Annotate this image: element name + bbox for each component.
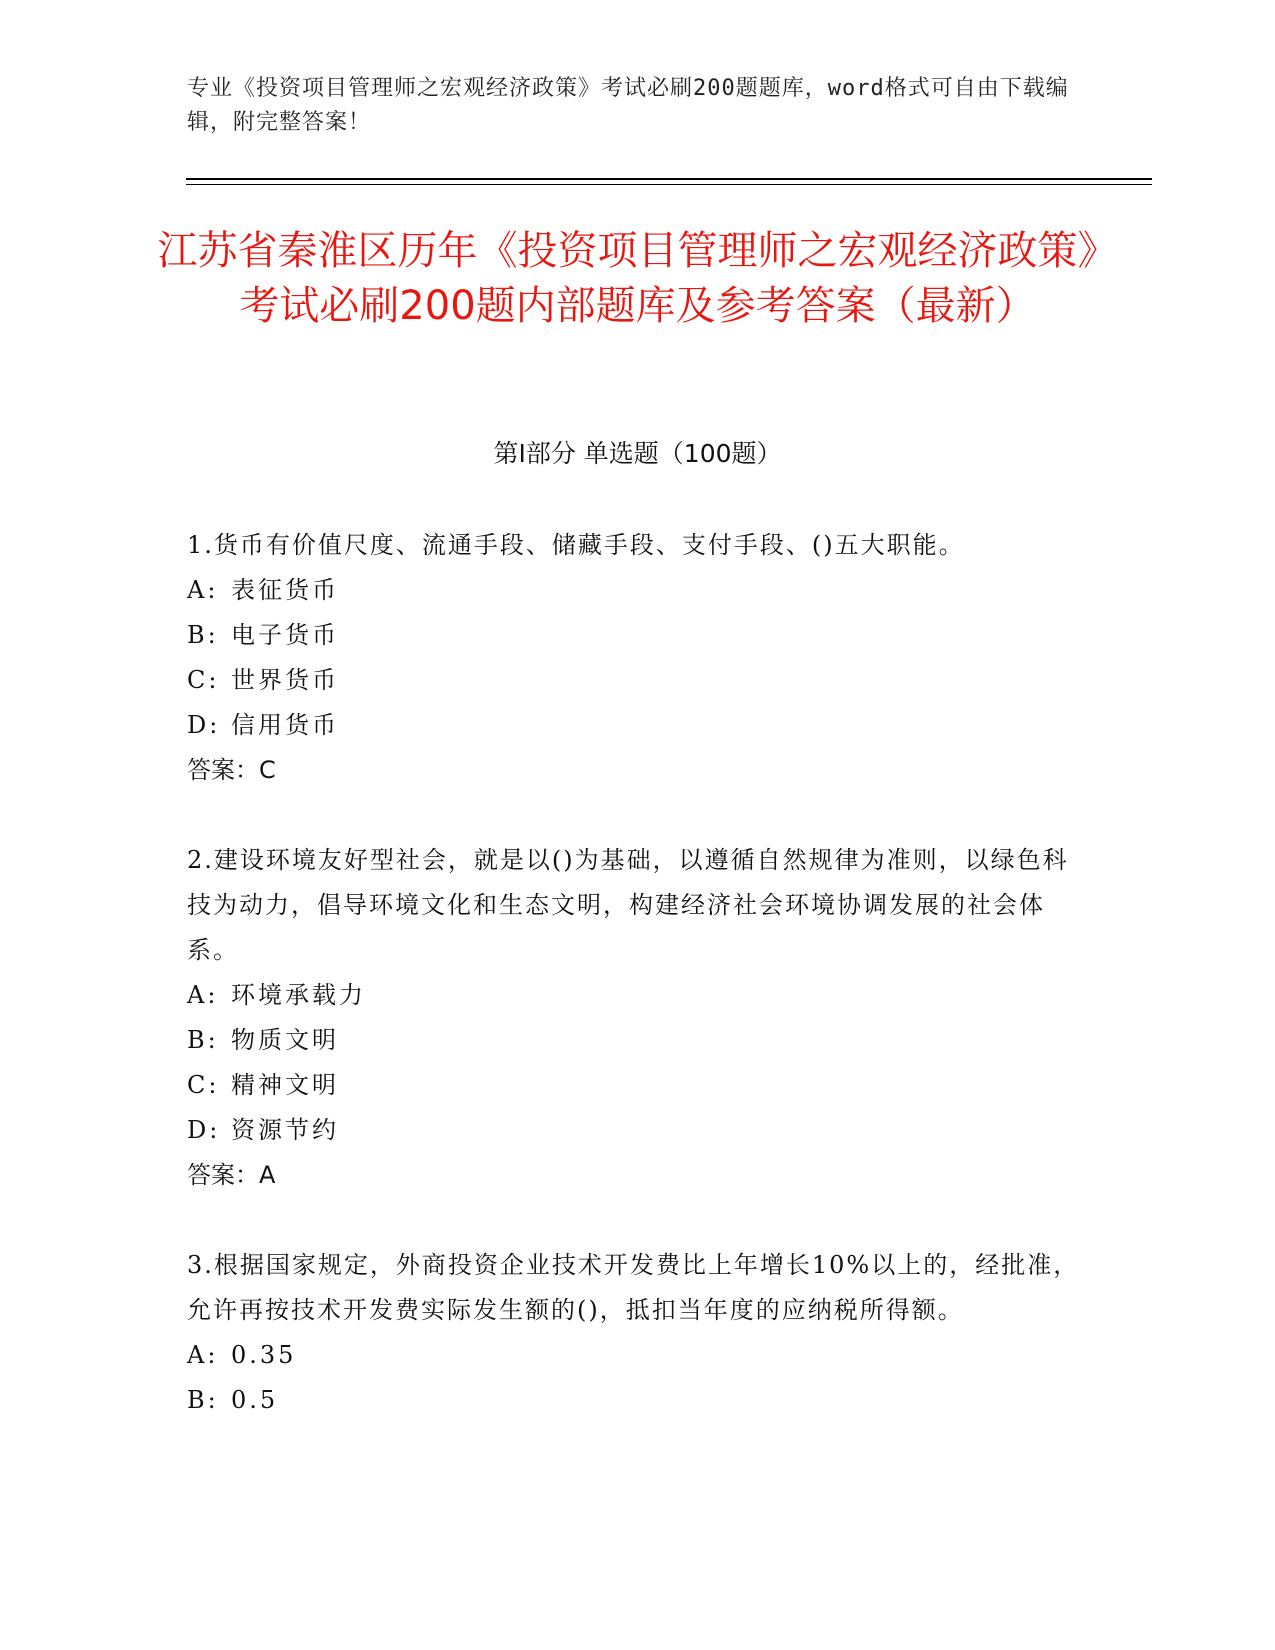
option-key: B: [187,1386,219,1414]
option-text: 世界货币 [231,666,339,694]
question-list [187,523,1087,1468]
section-title: 第I部分 单选题（100题） [493,439,782,468]
option-c [187,658,1087,703]
header-rule-thin [186,184,1152,185]
document-title: 江苏省秦淮区历年《投资项目管理师之宏观经济政策》考试必刷200题内部题库及参考答案（最新） [157,228,1118,329]
option-b [187,613,1087,658]
question-stem: 1.货币有价值尺度、流通手段、储藏手段、支付手段、()五大职能。 [187,531,965,559]
option-text: 物质文明 [231,1026,339,1054]
option-text: 0.5 [231,1386,279,1414]
header-rule-thick [186,178,1152,180]
option-text: 精神文明 [231,1071,339,1099]
option-key: B: [187,621,219,649]
option-a [187,973,1087,1018]
option-key: D: [187,711,221,739]
option-b [187,1018,1087,1063]
option-text: 表征货币 [231,576,339,604]
option-key: C: [187,666,220,694]
question-stem: 2.建设环境友好型社会，就是以()为基础，以遵循自然规律为准则，以绿色科技为动力，倡导环境文化和生态文明，构建经济社会环境协调发展的社会体系。 [187,846,1069,964]
option-text: 信用货币 [231,711,339,739]
option-d [187,703,1087,748]
option-key: A: [187,576,219,604]
option-a [187,1333,1087,1378]
option-b [187,1378,1087,1423]
question-stem: 3.根据国家规定，外商投资企业技术开发费比上年增长10%以上的，经批准，允许再按技术开发费实际发生额的()，抵扣当年度的应纳税所得额。 [187,1251,1080,1324]
option-key: A: [187,981,219,1009]
option-text: 环境承载力 [231,981,366,1009]
answer: 答案：C [187,756,276,784]
option-text: 电子货币 [231,621,339,649]
option-text: 0.35 [231,1341,297,1369]
question-3 [187,1243,1087,1423]
question-1 [187,523,1087,793]
option-d [187,1108,1087,1153]
option-text: 资源节约 [231,1116,339,1144]
question-2 [187,838,1087,1198]
option-key: C: [187,1071,220,1099]
header-note: 专业《投资项目管理师之宏观经济政策》考试必刷200题题库，word格式可自由下载编辑，附完整答案！ [187,76,1069,135]
option-key: B: [187,1026,219,1054]
option-key: A: [187,1341,219,1369]
option-a [187,568,1087,613]
option-key: D: [187,1116,221,1144]
answer: 答案：A [187,1161,276,1189]
option-c [187,1063,1087,1108]
